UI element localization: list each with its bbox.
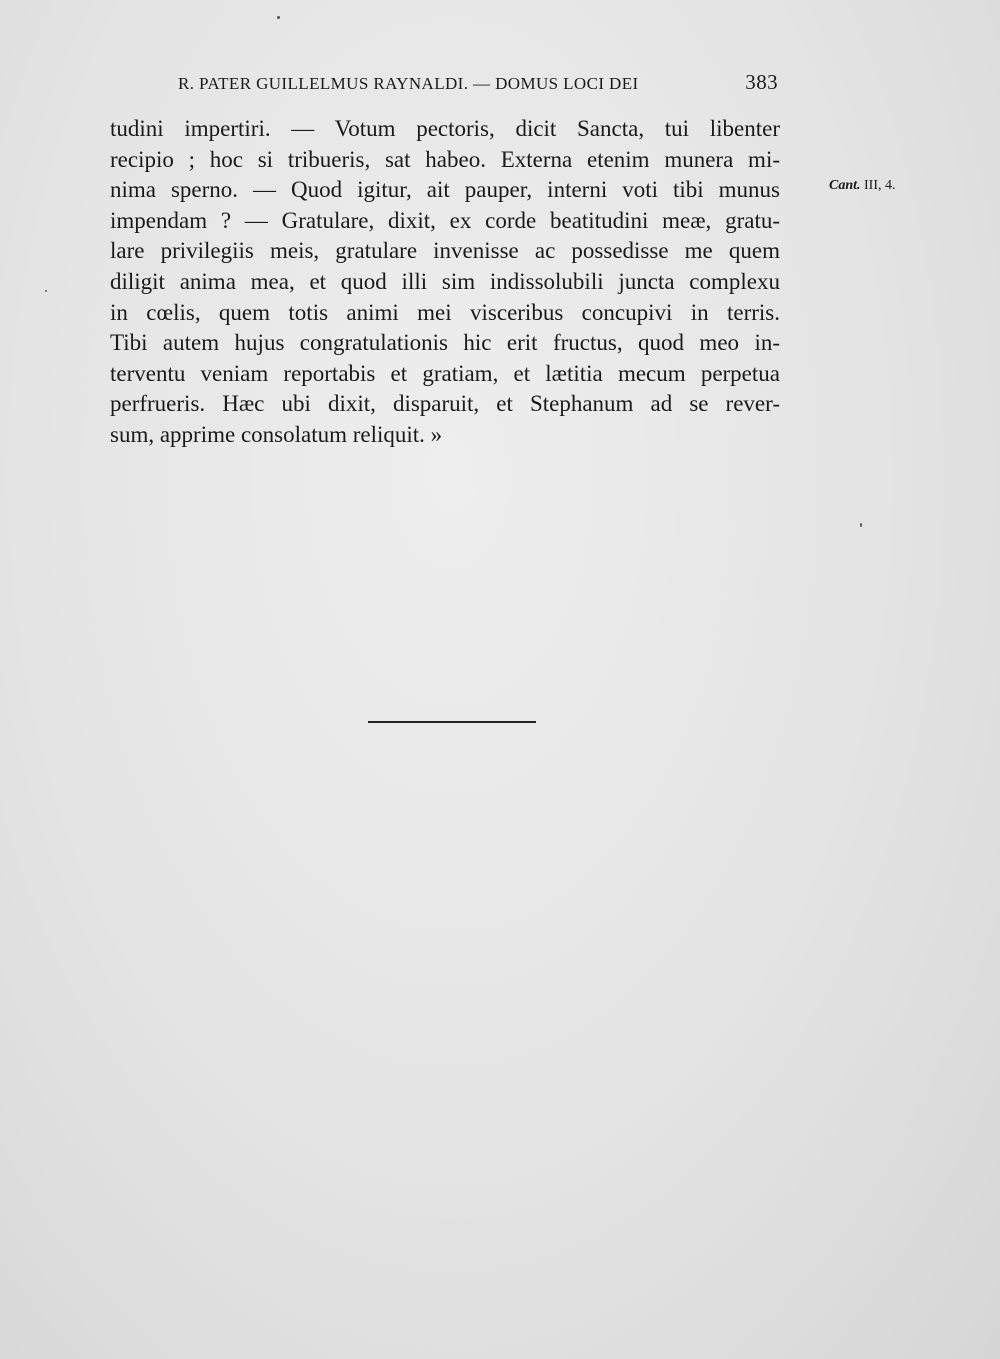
text-line: terventu veniam reportabis et gratiam, et lætitia mecum perpetua — [110, 360, 780, 386]
text-line: sum, apprime consolatum reliquit. » — [110, 421, 443, 447]
text-line: lare privilegiis meis, gratulare invenisse ac possedisse me quem — [110, 238, 780, 264]
paper-speck — [45, 290, 47, 292]
paper-speck — [277, 16, 280, 19]
margin-note — [829, 178, 896, 194]
page-number: 383 — [745, 70, 778, 94]
running-title: R. PATER GUILLELMUS RAYNALDI. — DOMUS LOCI DEI — [178, 74, 639, 93]
margin-note-loc: III, 4. — [860, 178, 896, 193]
text-line: Tibi autem hujus congratulationis hic erit fructus, quod meo in- — [110, 330, 780, 356]
paper-speck — [860, 523, 862, 527]
body-text — [110, 114, 780, 451]
text-line: impendam ? — Gratulare, dixit, ex corde beatitudini meæ, gratu- — [110, 207, 780, 233]
text-line: in cœlis, quem totis animi mei visceribus concupivi in terris. — [110, 299, 780, 325]
section-rule — [368, 721, 536, 723]
text-line: nima sperno. — Quod igitur, ait pauper, interni voti tibi munus — [110, 177, 780, 203]
text-line: perfrueris. Hæc ubi dixit, disparuit, et Stephanum ad se rever- — [110, 391, 780, 417]
text-line: recipio ; hoc si tribueris, sat habeo. Externa etenim munera mi- — [110, 146, 780, 172]
text-line: diligit anima mea, et quod illi sim indissolubili juncta complexu — [110, 268, 780, 294]
text-line: tudini impertiri. — Votum pectoris, dicit Sancta, tui libenter — [110, 116, 780, 141]
margin-note-ref: Cant. — [829, 178, 861, 193]
